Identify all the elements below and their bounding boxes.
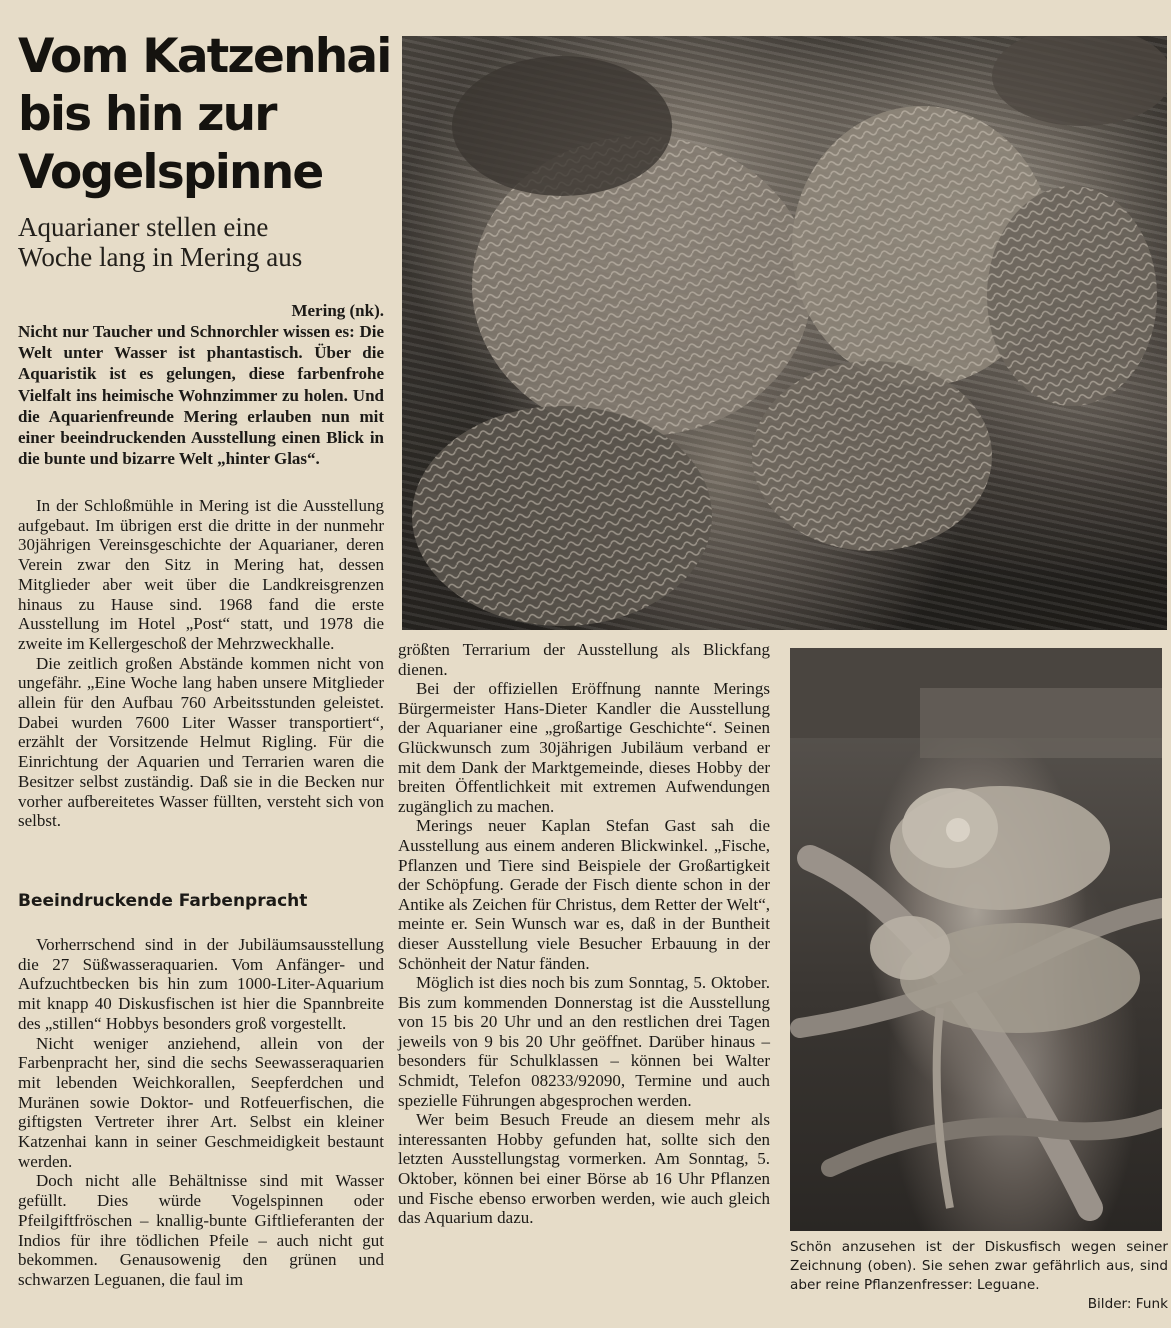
body-paragraph: Bei der offiziellen Eröffnung nannte Merings Bürgermeister Hans-Dieter Kandler die Ausstellung der Aquarianer eine „großartige Geschichte“. Seinen Glückwunsch zum 30jährigen Jubiläum verband er mit dem Dank der Marktgemeinde, dieses Hobby der breiten Öffentlichkeit mit extremen Aufwendungen zugänglich zu machen. bbox=[398, 679, 770, 816]
discus-fish-illustration bbox=[402, 36, 1167, 630]
body-paragraph: In der Schloßmühle in Mering ist die Ausstellung aufgebaut. Im übrigen erst die dritte in der nunmehr 30jährigen Vereinsgeschichte der Aquarianer, deren Verein zwar den Sitz in Mering hat, dessen Mitglieder aber weit über die Landkreisgrenzen hinaus zu Hause sind. 1968 fand die erste Ausstellung im Hotel „Post“ statt, und 1978 die zweite im Kellergeschoß der Mehrzweckhalle. bbox=[18, 496, 384, 653]
photo-credit: Bilder: Funk bbox=[1087, 1296, 1168, 1312]
headline-line: Vogelspinne bbox=[18, 145, 323, 200]
body-paragraph: Die zeitlich großen Abstände kommen nicht von ungefähr. „Eine Woche lang haben unsere Mitglieder allein für den Aufbau 760 Arbeitsstunden geleistet. Dabei wurden 7600 Liter Wasser transportiert“, erzählt der Vorsitzende Helmut Rigling. Für die Einrichtung der Aquarien und Terrarien waren die Besitzer selbst zuständig. Daß sie in die Becken nur vorher aufbereitetes Wasser füllten, versteht sich von selbst. bbox=[18, 653, 384, 831]
body-paragraph: Vorherrschend sind in der Jubiläumsausstellung die 27 Süßwasseraquarien. Vom Anfänger- und Aufzuchtbecken bis hin zum 1000-Liter-Aquarium mit knapp 40 Diskusfischen ist hier die Spannbreite des „stillen“ Hobbys besonders groß vorgestellt. bbox=[18, 935, 384, 1033]
headline-line: Vom Katzenhai bbox=[18, 29, 391, 84]
body-column-1 bbox=[18, 496, 384, 831]
body-paragraph: größten Terrarium der Ausstellung als Blickfang dienen. bbox=[398, 640, 770, 679]
bleed-through-text bbox=[390, 0, 1171, 36]
body-column-2 bbox=[398, 640, 770, 1228]
section-subheading: Beeindruckende Farbenpracht bbox=[18, 891, 308, 911]
headline bbox=[18, 28, 393, 202]
subhead-line: Aquarianer stellen eine bbox=[18, 212, 269, 242]
body-paragraph: Möglich ist dies noch bis zum Sonntag, 5. Oktober. Bis zum kommenden Donnerstag ist die Ausstellung von 15 bis 20 Uhr und an den restlichen drei Tagen jeweils von 9 bis 20 Uhr geöffnet. Darüber hinaus – besonders für Schulklassen – können bei Walter Schmidt, Telefon 08233/92090, Termine und auch spezielle Führungen abgesprochen werden. bbox=[398, 973, 770, 1110]
headline-line: bis hin zur bbox=[18, 87, 276, 142]
body-paragraph: Doch nicht alle Behältnisse sind mit Wasser gefüllt. Dies würde Vogelspinnen oder Pfeilgiftfröschen – knallig-bunte Giftlieferanten der Indios für ihre tödlichen Pfeile – auch nicht gut bekommen. Genausowenig den grünen und schwarzen Leguanen, die faul im bbox=[18, 1171, 384, 1289]
subheadline bbox=[18, 212, 398, 272]
discus-fish-photo bbox=[402, 36, 1167, 630]
dateline: Mering (nk). bbox=[291, 301, 384, 320]
lead-paragraph: Nicht nur Taucher und Schnorchler wissen es: Die Welt unter Wasser ist phantastisch. Über die Aquaristik ist es gelungen, diese farbenfrohe Vielfalt ins heimische Wohnzimmer zu holen. Und die Aquarienfreunde Mering erlauben nun mit einer beeindruckenden Ausstellung einen Blick in die bunte und bizarre Welt „hinter Glas“. bbox=[18, 322, 384, 469]
subhead-line: Woche lang in Mering aus bbox=[18, 242, 303, 272]
iguana-photo bbox=[790, 648, 1162, 1231]
photo-caption: Schön anzusehen ist der Diskusfisch wegen seiner Zeichnung (oben). Sie sehen zwar gefährlich aus, sind aber reine Pflanzenfresser: Leguane. bbox=[790, 1239, 1168, 1293]
body-paragraph: Wer beim Besuch Freude an diesem mehr als interessanten Hobby gefunden hat, sollte sich den letzten Ausstellungstag vormerken. Am Sonntag, 5. Oktober, können bei einer Börse ab 16 Uhr Pflanzen und Fische ebenso erworben werden, wie auch gleich das Aquarium dazu. bbox=[398, 1110, 770, 1228]
body-paragraph: Nicht weniger anziehend, allein von der Farbenpracht her, sind die sechs Seewasseraquarien mit lebenden Weichkorallen, Seepferdchen und Muränen sowie Doktor- und Rotfeuerfischen, die giftigsten Vertreter ihrer Art. Selbst ein kleiner Katzenhai kann in seiner Geschmeidigkeit bestaunt werden. bbox=[18, 1033, 384, 1171]
body-column-1-continued bbox=[18, 935, 384, 1290]
iguana-illustration bbox=[790, 648, 1162, 1231]
body-paragraph: Merings neuer Kaplan Stefan Gast sah die Ausstellung aus einem anderen Blickwinkel. „Fische, Pflanzen und Tiere sind Beispiele der Großartigkeit der Schöpfung. Gerade der Fisch diente schon in der Antike als Zeichen für Christus, dem Retter der Welt“, meinte er. Sein Wunsch war es, daß in der Buntheit dieser Ausstellung viele Besucher Erbauung in der Schönheit der Natur fänden. bbox=[398, 816, 770, 973]
